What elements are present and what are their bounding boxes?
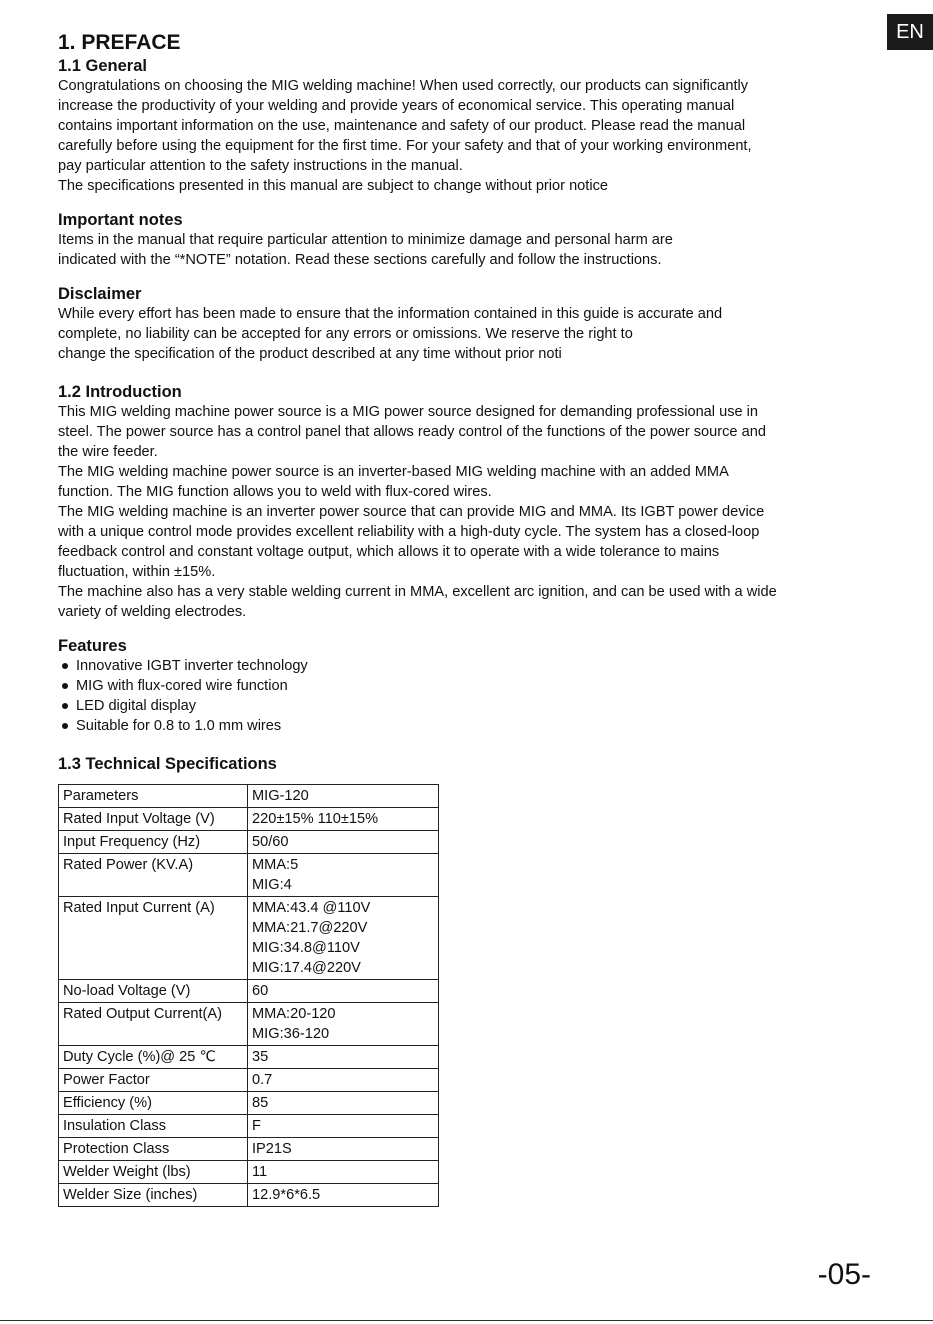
spec-value bbox=[248, 831, 439, 854]
list-item: MIG with flux-cored wire function bbox=[58, 676, 878, 696]
spec-value-line: MIG:34.8@110V bbox=[252, 940, 360, 956]
spec-value bbox=[248, 1184, 439, 1207]
spec-value-line: 35 bbox=[252, 1049, 269, 1065]
spec-param: Welder Size (inches) bbox=[59, 1184, 248, 1207]
table-row bbox=[59, 808, 439, 831]
table-row bbox=[59, 1069, 439, 1092]
spec-value bbox=[248, 785, 439, 808]
spec-value-line: 220±15% 110±15% bbox=[252, 811, 379, 827]
bullet-icon bbox=[62, 683, 68, 689]
spec-value-line: MMA:5 bbox=[252, 857, 299, 873]
introduction-text: This MIG welding machine power source is a MIG power source designed for demanding professional use in steel. The power source has a control panel that allows ready control of the functions of the power source and the wire feeder. The MIG welding machine power source is an inverter-based MIG welding machine with an added MMA function. The MIG function allows you to weld with flux-cored wires. The MIG welding machine is an inverter power source that can provide MIG and MMA. Its IGBT power device with a unique control mode provides excellent reliability with a high-duty cycle. The system has a closed-loop feedback control and constant voltage output, which allows it to operate with a wide tolerance to mains fluctuation, within ±15%. The machine also has a very stable welding current in MMA, excellent arc ignition, and can be used with a wide variety of welding electrodes. bbox=[58, 404, 777, 620]
specs-table bbox=[58, 784, 439, 1207]
table-row bbox=[59, 980, 439, 1003]
important-notes-text: Items in the manual that require particular attention to minimize damage and personal harm are indicated with the “*NOTE” notation. Read these sections carefully and follow the instructions. bbox=[58, 232, 673, 268]
spec-value bbox=[248, 1046, 439, 1069]
spec-value-line: 85 bbox=[252, 1095, 269, 1111]
introduction-heading: 1.2 Introduction bbox=[58, 383, 182, 401]
table-row bbox=[59, 897, 439, 980]
spec-value-line: F bbox=[252, 1118, 261, 1134]
spec-param: Efficiency (%) bbox=[59, 1092, 248, 1115]
spec-value-line: MMA:21.7@220V bbox=[252, 920, 368, 936]
spec-value-line: MIG:17.4@220V bbox=[252, 960, 361, 976]
features-heading: Features bbox=[58, 637, 127, 655]
general-heading: 1.1 General bbox=[58, 57, 147, 75]
bullet-icon bbox=[62, 723, 68, 729]
spec-value bbox=[248, 1069, 439, 1092]
table-row bbox=[59, 831, 439, 854]
spec-param: Rated Input Current (A) bbox=[59, 897, 248, 980]
features-list bbox=[58, 656, 878, 736]
spec-value bbox=[248, 980, 439, 1003]
spec-value bbox=[248, 1138, 439, 1161]
spec-value-line: 12.9*6*6.5 bbox=[252, 1187, 321, 1203]
table-row bbox=[59, 1046, 439, 1069]
spec-param: Rated Input Voltage (V) bbox=[59, 808, 248, 831]
spec-value bbox=[248, 854, 439, 897]
spec-value bbox=[248, 1003, 439, 1046]
table-row bbox=[59, 1184, 439, 1207]
spec-value-line: MIG-120 bbox=[252, 788, 309, 804]
spec-value bbox=[248, 897, 439, 980]
footer-divider bbox=[0, 1320, 933, 1321]
spec-value-line: MMA:20-120 bbox=[252, 1006, 336, 1022]
table-row bbox=[59, 1138, 439, 1161]
spec-value-line: 0.7 bbox=[252, 1072, 273, 1088]
spec-value bbox=[248, 808, 439, 831]
spec-param: Power Factor bbox=[59, 1069, 248, 1092]
list-item: Innovative IGBT inverter technology bbox=[58, 656, 878, 676]
list-item: LED digital display bbox=[58, 696, 878, 716]
table-row bbox=[59, 785, 439, 808]
spec-value-line: MMA:43.4 @110V bbox=[252, 900, 371, 916]
list-item: Suitable for 0.8 to 1.0 mm wires bbox=[58, 716, 878, 736]
table-row bbox=[59, 1161, 439, 1184]
spec-value-line: 50/60 bbox=[252, 834, 289, 850]
spec-param: Insulation Class bbox=[59, 1115, 248, 1138]
page-number: -05- bbox=[817, 1258, 871, 1291]
spec-value-line: MIG:36-120 bbox=[252, 1026, 330, 1042]
specs-heading: 1.3 Technical Specifications bbox=[58, 755, 277, 773]
spec-param: Parameters bbox=[59, 785, 248, 808]
disclaimer-heading: Disclaimer bbox=[58, 285, 142, 303]
spec-value-line: 11 bbox=[252, 1164, 268, 1180]
page-title: 1. PREFACE bbox=[58, 31, 181, 54]
table-row bbox=[59, 1003, 439, 1046]
spec-param: Welder Weight (lbs) bbox=[59, 1161, 248, 1184]
spec-param: Rated Power (KV.A) bbox=[59, 854, 248, 897]
spec-value bbox=[248, 1115, 439, 1138]
spec-param: Duty Cycle (%)@ 25 ℃ bbox=[59, 1046, 248, 1069]
table-row bbox=[59, 854, 439, 897]
language-tab: EN bbox=[887, 14, 933, 50]
spec-value-line: MIG:4 bbox=[252, 877, 292, 893]
spec-value-line: 60 bbox=[252, 983, 269, 999]
table-row bbox=[59, 1115, 439, 1138]
spec-value bbox=[248, 1092, 439, 1115]
spec-value-line: IP21S bbox=[252, 1141, 292, 1157]
spec-param: Rated Output Current(A) bbox=[59, 1003, 248, 1046]
general-text: Congratulations on choosing the MIG welding machine! When used correctly, our products can significantly increase the productivity of your welding and provide years of economical service. This operating manual contains important information on the use, maintenance and safety of our product. Please read the manual carefully before using the equipment for the first time. For your safety and that of your working environment, pay particular attention to the safety instructions in the manual. The specifications presented in this manual are subject to change without prior notice bbox=[58, 78, 752, 194]
bullet-icon bbox=[62, 663, 68, 669]
spec-value bbox=[248, 1161, 439, 1184]
spec-param: No-load Voltage (V) bbox=[59, 980, 248, 1003]
important-notes-heading: Important notes bbox=[58, 211, 183, 229]
spec-param: Input Frequency (Hz) bbox=[59, 831, 248, 854]
document-body bbox=[58, 30, 878, 1207]
table-row bbox=[59, 1092, 439, 1115]
spec-param: Protection Class bbox=[59, 1138, 248, 1161]
bullet-icon bbox=[62, 703, 68, 709]
disclaimer-text: While every effort has been made to ensure that the information contained in this guide is accurate and complete, no liability can be accepted for any errors or omissions. We reserve the right to change the specification of the product described at any time without prior noti bbox=[58, 306, 723, 362]
